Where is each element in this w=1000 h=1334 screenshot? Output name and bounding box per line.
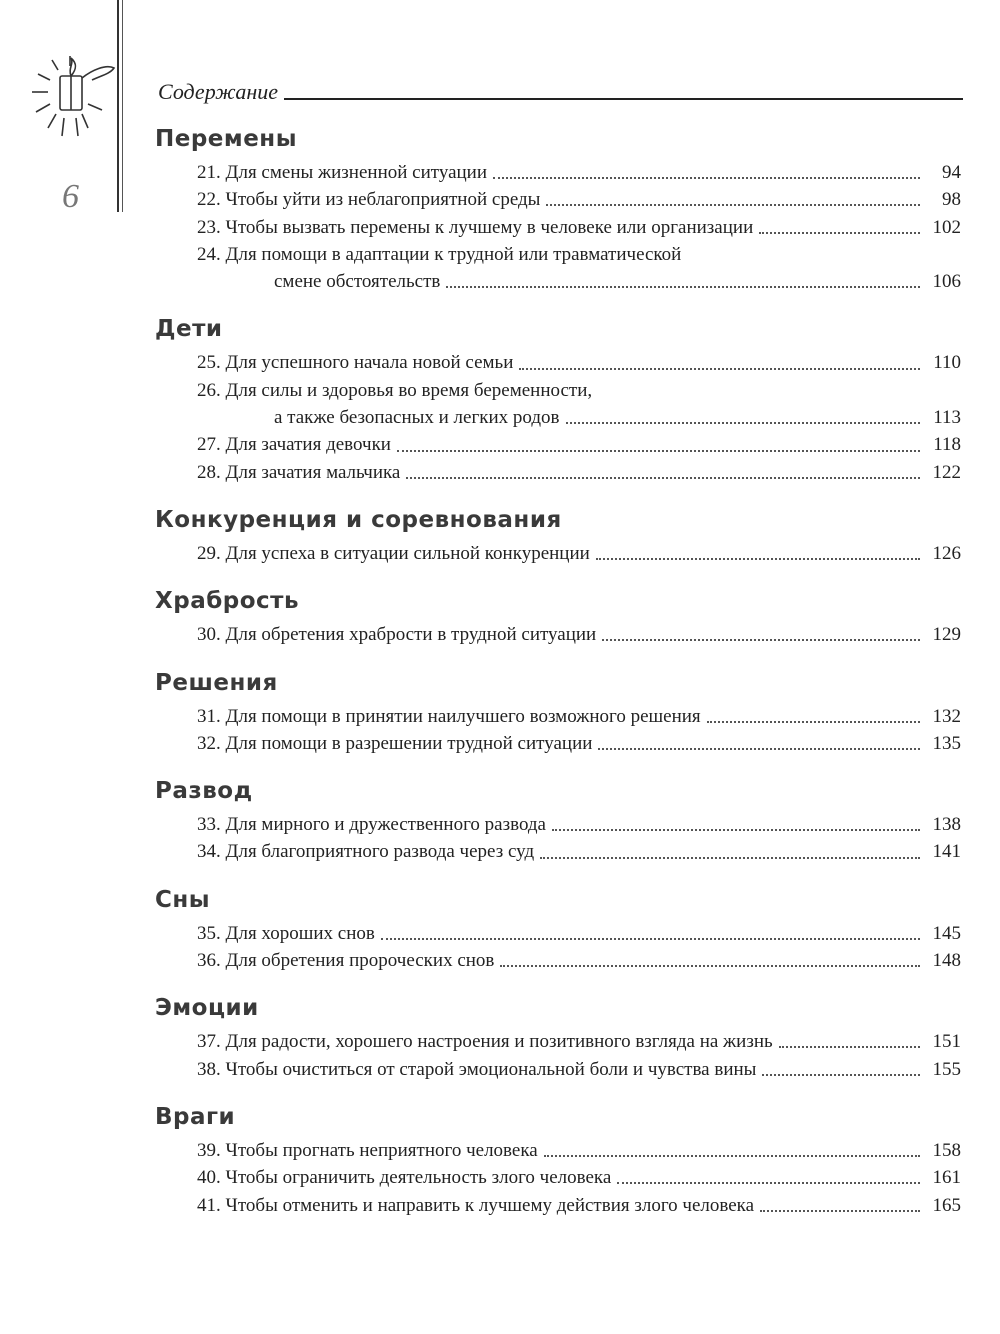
entry-number: 37.	[197, 1031, 221, 1053]
leader-dots	[762, 1073, 920, 1076]
toc-section	[155, 1098, 961, 1219]
section-title: Решения	[155, 669, 278, 696]
entry-text: Для помощи в разрешении трудной ситуации	[225, 732, 593, 754]
section-title: Дети	[155, 316, 223, 343]
entry-text: Для обретения пророческих снов	[225, 950, 495, 972]
entry-line	[197, 1164, 961, 1191]
table-of-contents	[155, 120, 961, 1234]
toc-section	[155, 582, 961, 648]
entry-number: 28.	[197, 461, 221, 483]
entry-line	[197, 1056, 961, 1083]
entry-line	[197, 377, 961, 404]
entry-number: 40.	[197, 1167, 221, 1189]
entry-page: 113	[933, 407, 961, 429]
entry-page: 145	[932, 922, 961, 944]
entry-text: а также безопасных и легких родов	[274, 407, 560, 429]
entry-text: Для зачатия девочки	[225, 434, 391, 456]
entry-text: Чтобы вызвать перемены к лучшему в человеке или организации	[225, 216, 754, 238]
toc-entry	[155, 920, 961, 947]
toc-entry	[155, 838, 961, 865]
toc-entry	[155, 1192, 961, 1219]
entry-text: Чтобы очиститься от старой эмоциональной боли и чувства вины	[225, 1058, 757, 1080]
entry-page: 122	[932, 461, 961, 483]
toc-entry	[155, 186, 961, 213]
toc-section	[155, 989, 961, 1083]
toc-entry	[155, 459, 961, 486]
toc-section	[155, 664, 961, 758]
entry-page: 126	[932, 542, 961, 564]
leader-dots	[598, 747, 920, 750]
leader-dots	[566, 421, 920, 424]
toc-entry	[155, 377, 961, 432]
entry-number: 23.	[197, 216, 221, 238]
leader-dots	[540, 856, 920, 859]
toc-section	[155, 772, 961, 866]
entry-number: 27.	[197, 434, 221, 456]
entry-number: 30.	[197, 624, 221, 646]
entry-page: 129	[932, 624, 961, 646]
toc-entry	[155, 811, 961, 838]
toc-entry	[155, 1056, 961, 1083]
leader-dots	[544, 1154, 920, 1157]
page-number: 6	[62, 178, 79, 215]
entry-number: 32.	[197, 732, 221, 754]
entry-page: 102	[932, 216, 961, 238]
entry-page: 155	[932, 1058, 961, 1080]
entry-text: Чтобы отменить и направить к лучшему действия злого человека	[225, 1194, 755, 1216]
entry-page: 94	[942, 162, 961, 183]
toc-entry	[155, 241, 961, 296]
entry-line	[197, 1137, 961, 1164]
leader-dots	[519, 367, 920, 370]
leader-dots	[406, 476, 920, 479]
section-title: Враги	[155, 1103, 236, 1130]
entry-text: Для обретения храбрости в трудной ситуации	[225, 624, 597, 646]
toc-entry	[155, 214, 961, 241]
toc-entry	[155, 540, 961, 567]
entry-number: 34.	[197, 841, 221, 863]
leader-dots	[707, 720, 920, 723]
entry-text: Для успеха в ситуации сильной конкуренции	[225, 542, 590, 564]
toc-entry	[155, 1137, 961, 1164]
entry-text: Для успешного начала новой семьи	[225, 352, 514, 374]
toc-section	[155, 881, 961, 975]
entry-text: Для смены жизненной ситуации	[225, 162, 488, 183]
toc-entry	[155, 947, 961, 974]
entry-line	[197, 241, 961, 268]
toc-section	[155, 120, 961, 295]
leader-dots	[552, 828, 920, 831]
toc-entry	[155, 1164, 961, 1191]
entry-line	[197, 811, 961, 838]
leader-dots	[760, 1209, 920, 1212]
entry-text: Для силы и здоровья во время беременности,	[225, 379, 593, 401]
entry-text: смене обстоятельств	[274, 271, 441, 293]
leader-dots	[617, 1181, 920, 1184]
entry-text: Для радости, хорошего настроения и позитивного взгляда на жизнь	[225, 1031, 773, 1053]
entry-line	[197, 186, 961, 213]
entry-line	[197, 1028, 961, 1055]
section-title: Храбрость	[155, 588, 300, 615]
entry-page: 118	[933, 434, 961, 456]
entry-number: 38.	[197, 1058, 221, 1080]
leader-dots	[381, 937, 920, 940]
entry-number: 33.	[197, 814, 221, 836]
entry-number: 29.	[197, 542, 221, 564]
leader-dots	[546, 203, 920, 206]
toc-entry	[155, 1028, 961, 1055]
entry-page: 141	[932, 841, 961, 863]
entry-line	[197, 1192, 961, 1219]
entry-text: Чтобы уйти из неблагоприятной среды	[225, 189, 541, 211]
leader-dots	[493, 176, 920, 179]
entry-number: 35.	[197, 922, 221, 944]
leader-dots	[759, 231, 920, 234]
entry-text: Для благоприятного развода через суд	[225, 841, 535, 863]
leader-dots	[500, 964, 920, 967]
entry-page: 138	[932, 814, 961, 836]
entry-text: Для помощи в адаптации к трудной или травматической	[225, 243, 682, 265]
entry-line	[197, 459, 961, 486]
leader-dots	[397, 449, 920, 452]
entry-number: 36.	[197, 950, 221, 972]
toc-entry	[155, 730, 961, 757]
entry-text: Для зачатия мальчика	[225, 461, 401, 483]
entry-line	[197, 268, 961, 295]
entry-line	[197, 621, 961, 648]
candle-icon	[22, 52, 122, 142]
entry-text: Для хороших снов	[225, 922, 375, 944]
entry-number: 24.	[197, 243, 221, 265]
entry-page: 161	[932, 1167, 961, 1189]
toc-entry	[155, 703, 961, 730]
section-title: Развод	[155, 778, 253, 805]
entry-page: 110	[933, 352, 961, 374]
entry-page: 148	[932, 950, 961, 972]
header-title: Содержание	[158, 79, 279, 104]
entry-line	[197, 349, 961, 376]
toc-entry	[155, 621, 961, 648]
entry-line	[197, 431, 961, 458]
entry-number: 25.	[197, 352, 221, 374]
entry-line	[197, 214, 961, 241]
entry-line	[197, 947, 961, 974]
entry-line	[197, 159, 961, 186]
toc-entry	[155, 349, 961, 376]
entry-number: 41.	[197, 1194, 221, 1216]
entry-number: 22.	[197, 189, 221, 211]
entry-line	[197, 838, 961, 865]
page-header	[158, 79, 963, 105]
header-rule	[284, 98, 963, 100]
toc-entry	[155, 159, 961, 186]
entry-text: Для помощи в принятии наилучшего возможного решения	[225, 705, 701, 727]
toc-section	[155, 501, 961, 567]
entry-number: 26.	[197, 379, 221, 401]
entry-page: 151	[932, 1031, 961, 1053]
entry-page: 135	[932, 732, 961, 754]
toc-section	[155, 310, 961, 485]
section-title: Эмоции	[155, 995, 259, 1022]
entry-number: 31.	[197, 705, 221, 727]
toc-entry	[155, 431, 961, 458]
entry-page: 98	[942, 189, 961, 211]
leader-dots	[596, 557, 920, 560]
leader-dots	[779, 1045, 920, 1048]
section-title: Перемены	[155, 126, 297, 152]
margin-rule-thin	[122, 0, 123, 212]
entry-text: Чтобы прогнать неприятного человека	[225, 1139, 538, 1161]
entry-line	[197, 920, 961, 947]
entry-number: 21.	[197, 162, 221, 183]
entry-line	[197, 404, 961, 431]
entry-line	[197, 703, 961, 730]
leader-dots	[446, 285, 920, 288]
entry-line	[197, 730, 961, 757]
entry-text: Для мирного и дружественного развода	[225, 814, 546, 836]
entry-page: 165	[932, 1194, 961, 1216]
section-title: Сны	[155, 886, 211, 913]
section-title: Конкуренция и соревнования	[155, 506, 562, 533]
entry-number: 39.	[197, 1139, 221, 1161]
entry-line	[197, 540, 961, 567]
leader-dots	[602, 638, 920, 641]
entry-page: 158	[932, 1139, 961, 1161]
entry-page: 106	[932, 271, 961, 293]
entry-page: 132	[932, 705, 961, 727]
entry-text: Чтобы ограничить деятельность злого человека	[225, 1167, 612, 1189]
